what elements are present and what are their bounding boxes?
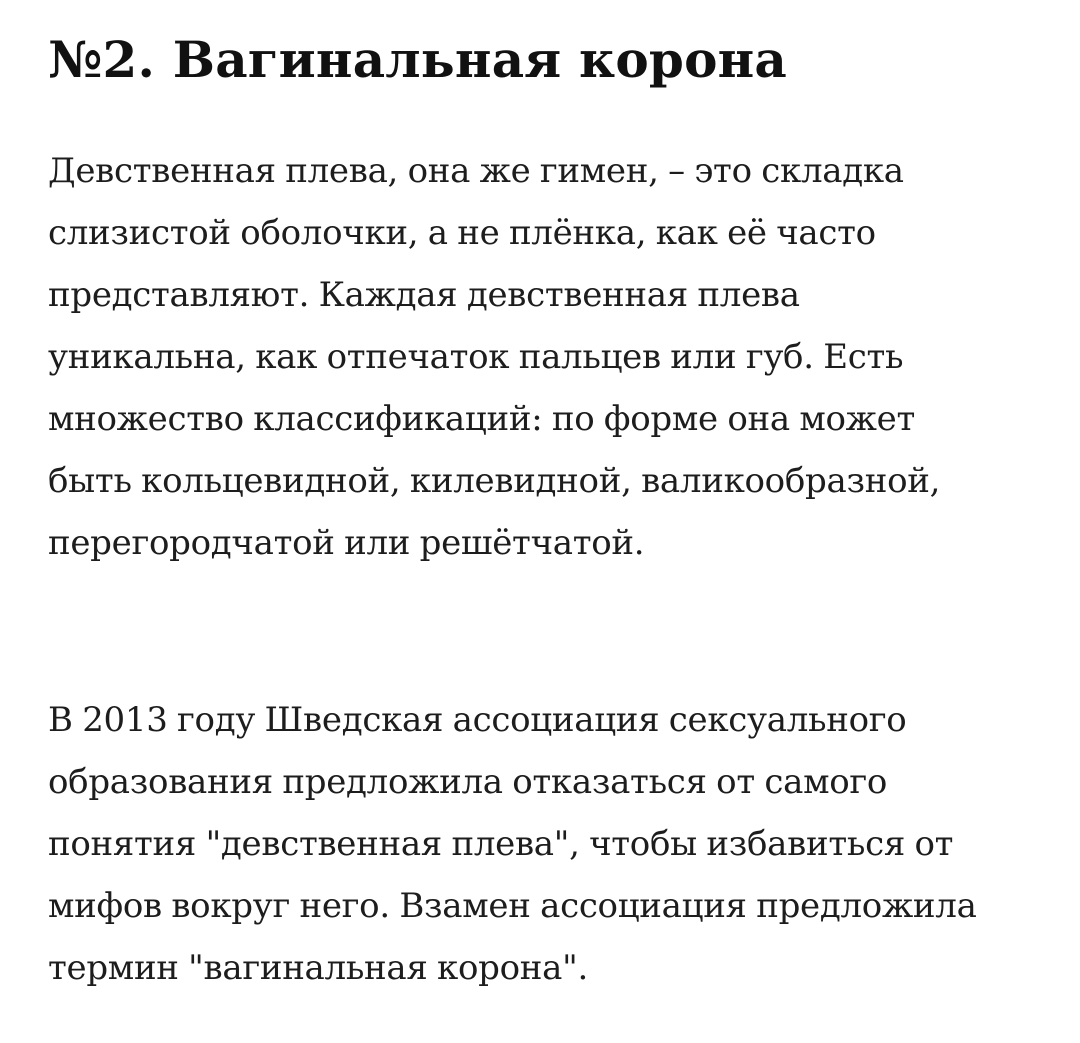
paragraph-swedish-association xyxy=(48,689,1048,999)
paragraph-line: уникальна, как отпечаток пальцев или губ. Есть xyxy=(48,337,904,377)
paragraph-line: множество классификаций: по форме она может xyxy=(48,399,915,439)
paragraph-line: мифов вокруг него. Взамен ассоциация предложила xyxy=(48,886,977,926)
article xyxy=(48,24,1048,999)
paragraph-line: перегородчатой или решётчатой. xyxy=(48,523,645,563)
article-title: №2. Вагинальная корона xyxy=(48,30,788,89)
paragraph-line: образования предложила отказаться от самого xyxy=(48,762,888,802)
paragraph-line: понятия "девственная плева", чтобы избавиться от xyxy=(48,824,954,864)
paragraph-line: термин "вагинальная корона". xyxy=(48,948,588,988)
paragraph-line: представляют. Каждая девственная плева xyxy=(48,275,800,315)
paragraph-line: В 2013 году Шведская ассоциация сексуального xyxy=(48,700,907,740)
paragraph-line: быть кольцевидной, килевидной, валикообразной, xyxy=(48,461,941,501)
paragraph-line: Девственная плева, она же гимен, – это складка xyxy=(48,151,904,191)
paragraph-line: слизистой оболочки, а не плёнка, как её часто xyxy=(48,213,876,253)
paragraph-hymen-description xyxy=(48,140,1048,574)
